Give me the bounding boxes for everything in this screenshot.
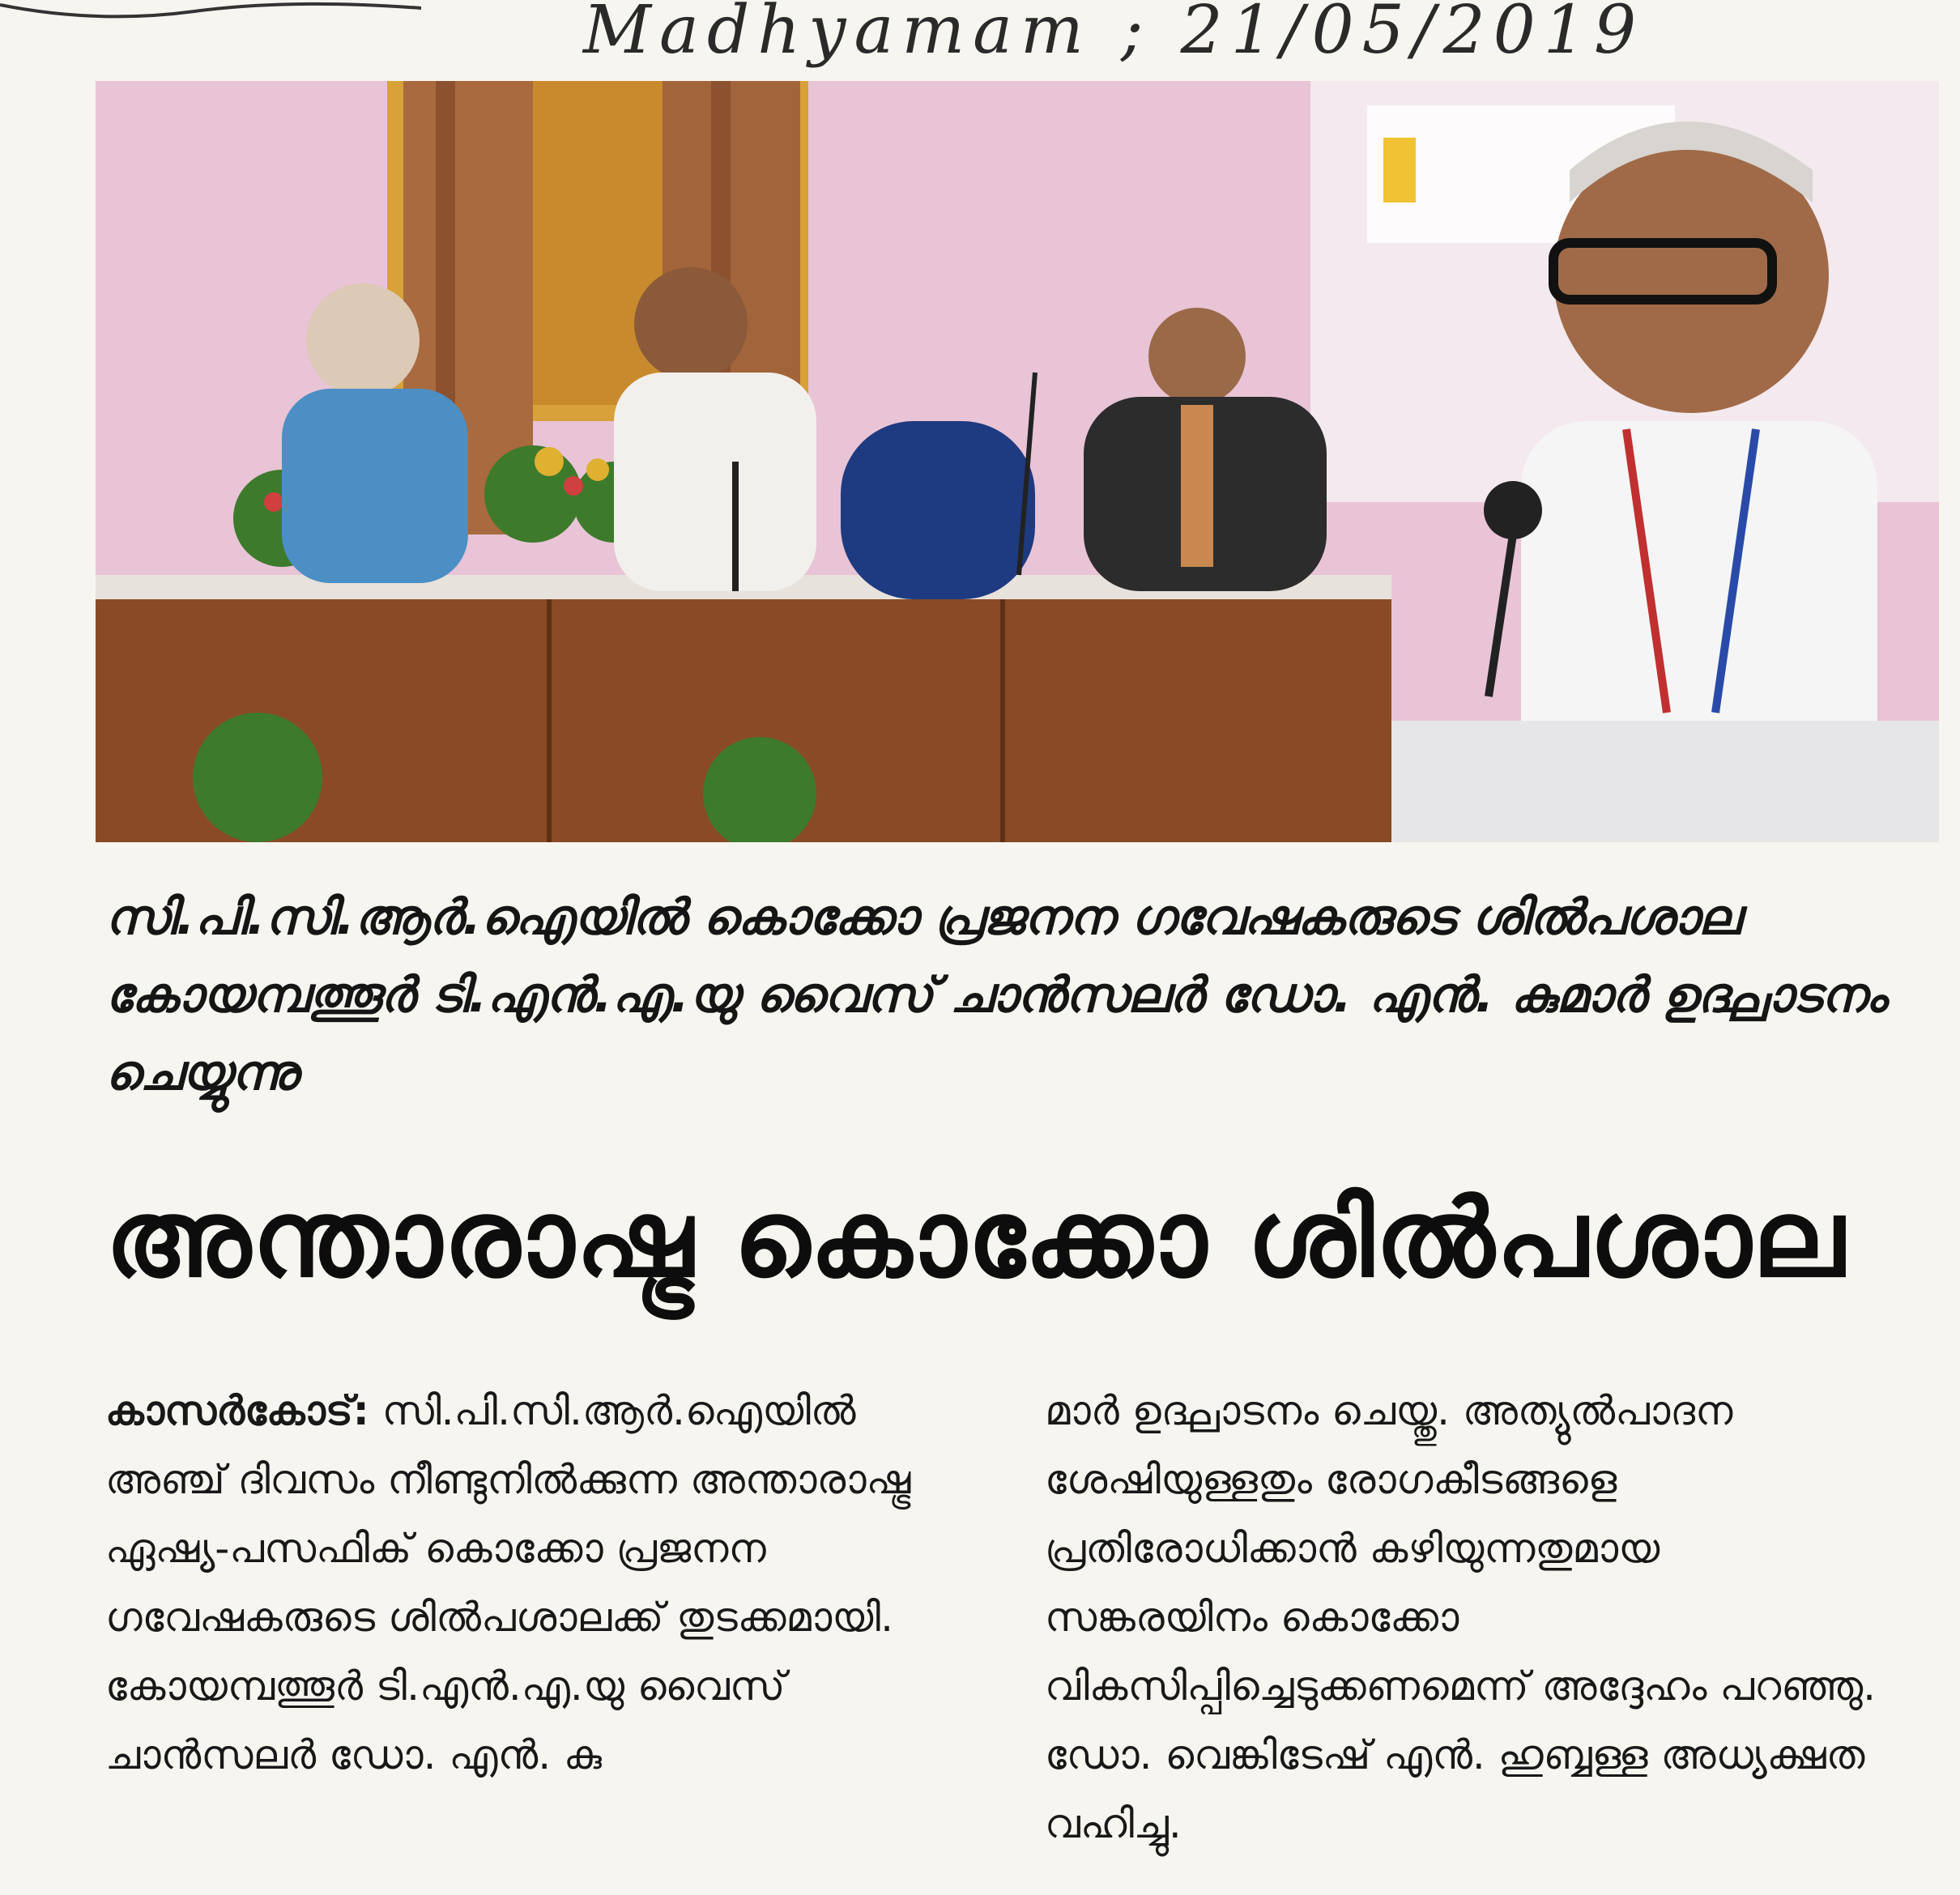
handwritten-source-note: Madhyamam ; 21/05/2019 (583, 0, 1645, 69)
event-photo-illustration (96, 81, 1939, 842)
article-paragraph-left (105, 1377, 956, 1790)
article-column-left (105, 1377, 956, 1790)
article-headline: അന്താരാഷ്ട്ര കൊക്കോ ശിൽപശാല (105, 1177, 1846, 1301)
clipping-edge-mark (0, 0, 421, 24)
dateline: കാസർകോട്: (105, 1387, 369, 1434)
photo-caption: സി.പി.സി.ആർ.ഐയിൽ കൊക്കോ പ്രജനന ഗവേഷകരുടെ ശിൽപശാല കോയമ്പത്തൂർ ടി.എൻ.എ.യു വൈസ് ചാൻസലർ ഡോ. എൻ. കുമാർ ഉദ്ഘാടനം ചെയ്യുന്നു (105, 889, 1887, 1101)
article-column-right (1045, 1377, 1895, 1859)
event-photo (96, 81, 1939, 842)
article-right-text: മാർ ഉദ്ഘാടനം ചെയ്തു. അത്യുൽപാദന ശേഷിയുള്ളതും രോഗകീടങ്ങളെ പ്രതിരോധിക്കാൻ കഴിയുന്നതുമായ സങ്കരയിനം കൊക്കോ വികസിപ്പിച്ചെടുക്കണമെന്ന് അദ്ദേഹം പറഞ്ഞു. ഡോ. വെങ്കിടേഷ് എൻ. ഹുബ്ബള്ള അധ്യക്ഷത വഹിച്ചു. (1045, 1387, 1877, 1847)
article-left-text: സി.പി.സി.ആർ.ഐയിൽ അഞ്ച് ദിവസം നീണ്ടുനിൽക്കുന്ന അന്താരാഷ്ട്ര ഏഷ്യ-പസഫിക് കൊക്കോ പ്രജനന ഗവേഷകരുടെ ശിൽപശാലക്ക് തുടക്കമായി. കോയമ്പത്തൂർ ടി.എൻ.എ.യു വൈസ് ചാൻസലർ ഡോ. എൻ. കു (105, 1387, 911, 1778)
